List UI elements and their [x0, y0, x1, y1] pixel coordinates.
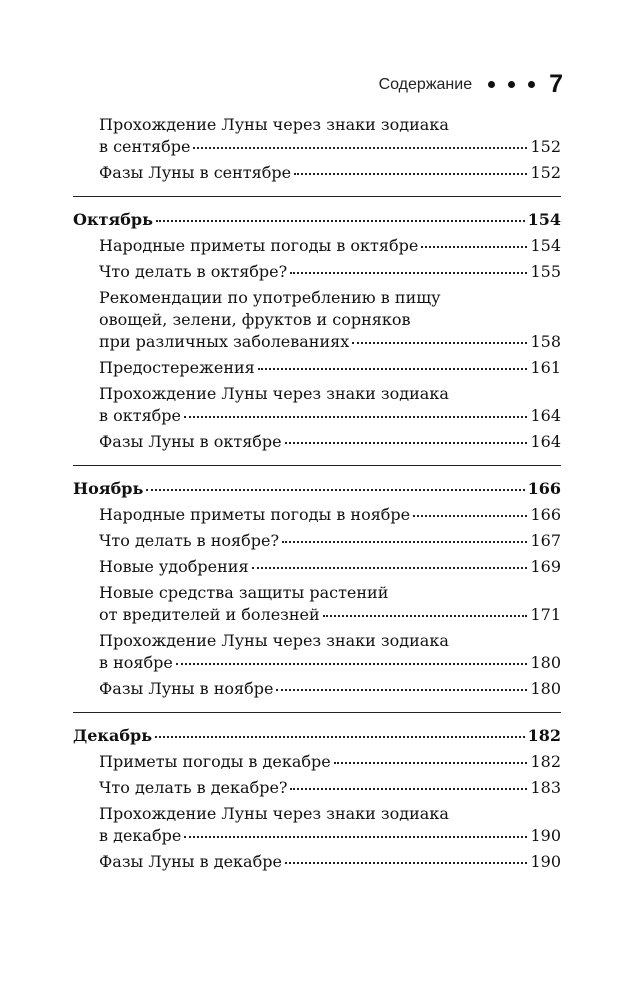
toc-entry-page-number: 152: [530, 163, 561, 182]
section-title: Декабрь: [73, 726, 153, 745]
toc-entry-line: [99, 678, 561, 700]
toc-entry-page-number: 169: [530, 557, 561, 576]
toc-entry-line: [99, 504, 561, 526]
toc-entry-title: Фазы Луны в октябре: [99, 432, 282, 451]
toc-entry-line: [99, 136, 561, 158]
toc-entry: [73, 556, 561, 578]
dot-leader: [146, 489, 524, 491]
section-title: Октябрь: [73, 210, 153, 229]
dot-leader: [184, 836, 527, 838]
toc-entry-page-number: 182: [530, 752, 561, 771]
toc-entry: [73, 235, 561, 257]
toc-entry: [73, 678, 561, 700]
toc-entry-title: при различных заболеваниях: [99, 332, 350, 351]
toc-entry-title: Приметы погоды в декабре: [99, 752, 331, 771]
toc-entry: [73, 383, 561, 427]
dot-leader: [156, 220, 525, 222]
toc-entry-line: [99, 530, 561, 552]
toc-entry-line: [99, 556, 561, 578]
toc-section-heading: [73, 478, 561, 500]
toc-entry-title: Фазы Луны в сентябре: [99, 163, 292, 182]
toc-entry-page-number: 155: [530, 262, 561, 281]
dot-leader: [184, 416, 527, 418]
toc-entry-page-number: 161: [530, 358, 561, 377]
dot-leader: [421, 246, 527, 248]
toc-entry-line: [99, 851, 561, 873]
dot-leader: [413, 515, 527, 517]
toc-entry-line: [99, 162, 561, 184]
toc-entry: [73, 530, 561, 552]
dot-leader: [276, 689, 527, 691]
toc-entry-title: Новые удобрения: [99, 557, 249, 576]
dot-leader: [285, 862, 528, 864]
toc-entry-page-number: 158: [530, 332, 561, 351]
dot-leader: [193, 147, 527, 149]
toc-entry-line: [99, 652, 561, 674]
toc-section: [73, 465, 561, 700]
dot-leader: [258, 368, 528, 370]
toc-entries: [73, 751, 561, 873]
toc-entry-text: Прохождение Луны через знаки зодиака: [99, 631, 449, 650]
toc-section: [73, 114, 561, 184]
toc-entry: [73, 357, 561, 379]
dot-leader: [285, 442, 528, 444]
toc-entry: [73, 630, 561, 674]
toc-entry-text: Прохождение Луны через знаки зодиака: [99, 384, 449, 403]
toc-entry-line: [99, 331, 561, 353]
toc-entry-page-number: 164: [530, 432, 561, 451]
toc-entry-title: в ноябре: [99, 653, 173, 672]
toc-entry-line: [99, 405, 561, 427]
toc-entry: [73, 504, 561, 526]
toc-entry-page-number: 171: [530, 605, 561, 624]
toc-entry-title: Что делать в октябре?: [99, 262, 288, 281]
dot-leader: [252, 567, 528, 569]
running-header: [379, 72, 563, 97]
toc-entry-text: овощей, зелени, фруктов и сорняков: [99, 310, 411, 329]
toc-entry-page-number: 152: [530, 137, 561, 156]
toc-entry-page-number: 190: [530, 826, 561, 845]
dot-leader: [290, 272, 527, 274]
dot-leader: [290, 788, 527, 790]
toc-entries: [73, 114, 561, 184]
dot-separator-icon: [488, 81, 535, 88]
toc-entry-title: от вредителей и болезней: [99, 605, 320, 624]
toc-entry: [73, 851, 561, 873]
toc-entry-line: [99, 604, 561, 626]
dot-leader: [334, 762, 528, 764]
toc-entry-line: [99, 431, 561, 453]
toc-entry-text: Рекомендации по употреблению в пищу: [99, 288, 441, 307]
toc-entry-page-number: 167: [530, 531, 561, 550]
section-title: Ноябрь: [73, 479, 144, 498]
toc-section-heading: [73, 209, 561, 231]
running-header-title: Содержание: [378, 75, 473, 93]
toc-entry-page-number: 180: [530, 653, 561, 672]
toc-entry-title: Фазы Луны в ноябре: [99, 679, 274, 698]
toc-entry: [73, 803, 561, 847]
toc-entry-title: в октябре: [99, 406, 182, 425]
toc-section-heading: [73, 725, 561, 747]
table-of-contents: [73, 114, 561, 873]
toc-entry-title: Предостережения: [99, 358, 255, 377]
dot-leader: [282, 541, 527, 543]
toc-entry-page-number: 154: [530, 236, 561, 255]
toc-section: [73, 712, 561, 873]
toc-entry-line: [99, 261, 561, 283]
toc-entry: [73, 582, 561, 626]
toc-entry: [73, 751, 561, 773]
toc-entry-line: [99, 751, 561, 773]
toc-entry-title: Что делать в декабре?: [99, 778, 288, 797]
toc-entry: [73, 777, 561, 799]
toc-entry-text: Прохождение Луны через знаки зодиака: [99, 804, 449, 823]
section-page-number: 182: [527, 726, 561, 745]
dot-leader: [176, 663, 528, 665]
toc-entry-title: Народные приметы погоды в октябре: [99, 236, 419, 255]
toc-entry-text: Новые средства защиты растений: [99, 583, 389, 602]
toc-entry-page-number: 190: [530, 852, 561, 871]
toc-entry: [73, 162, 561, 184]
toc-entries: [73, 504, 561, 700]
toc-entry-title: Народные приметы погоды в ноябре: [99, 505, 411, 524]
dot-leader: [352, 342, 527, 344]
toc-entry: [73, 114, 561, 158]
toc-section: [73, 196, 561, 453]
dot-leader: [323, 615, 528, 617]
section-page-number: 166: [527, 479, 561, 498]
toc-entry-title: Что делать в ноябре?: [99, 531, 280, 550]
dot-icon: [488, 81, 495, 88]
toc-entry-title: Фазы Луны в декабре: [99, 852, 282, 871]
toc-entry-title: в декабре: [99, 826, 182, 845]
toc-entry-page-number: 180: [530, 679, 561, 698]
toc-entry-page-number: 164: [530, 406, 561, 425]
toc-entry-page-number: 166: [530, 505, 561, 524]
section-page-number: 154: [527, 210, 561, 229]
toc-entry: [73, 431, 561, 453]
toc-entries: [73, 235, 561, 453]
page-number: 7: [549, 70, 563, 98]
toc-entry-title: в сентябре: [99, 137, 191, 156]
dot-icon: [508, 81, 515, 88]
dot-icon: [528, 81, 535, 88]
toc-entry: [73, 287, 561, 353]
toc-entry-text: Прохождение Луны через знаки зодиака: [99, 115, 449, 134]
dot-leader: [155, 736, 525, 738]
toc-entry-line: [99, 235, 561, 257]
toc-entry-line: [99, 357, 561, 379]
toc-entry-page-number: 183: [530, 778, 561, 797]
toc-entry: [73, 261, 561, 283]
toc-entry-line: [99, 777, 561, 799]
toc-entry-line: [99, 825, 561, 847]
dot-leader: [294, 173, 527, 175]
